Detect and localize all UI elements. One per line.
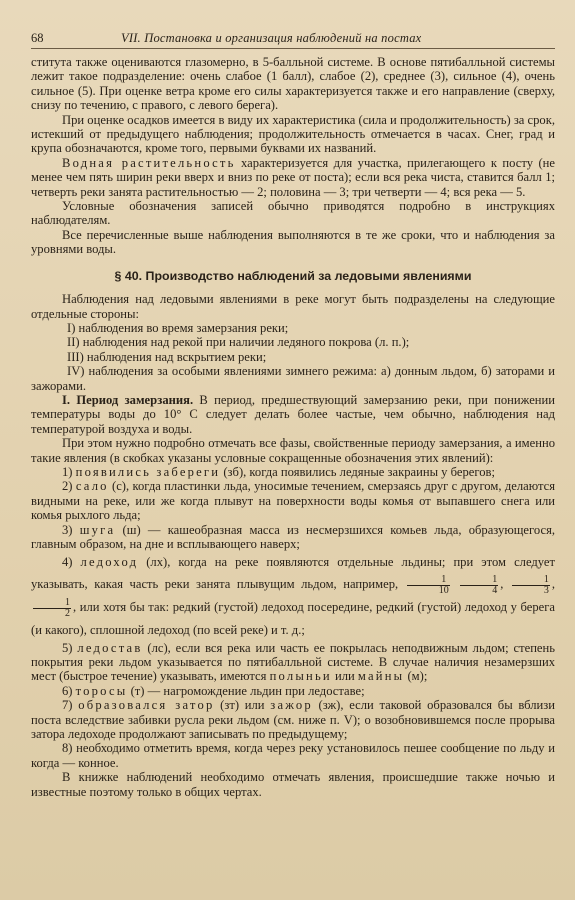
spaced-term: торосы — [75, 683, 128, 698]
paragraph: Все перечисленные выше наблюдения выполняются в те же сроки, что и наблюдения за уровнями воды. — [31, 227, 555, 257]
period-heading: I. Период замерзания. — [62, 392, 194, 407]
paragraph — [31, 156, 555, 199]
paragraph-text: (зб), когда появились ледяные закраины у берегов; — [220, 464, 495, 479]
fraction-numerator: 1 — [33, 598, 71, 609]
paragraph-text: (зж), если таковой образовался бы вблизи поста вследствие забивки русла реки льдом (см. ниже п. V); о возобновившемся после прорыва затора ледоходе продолжают записывать по предыдущему; — [31, 698, 556, 742]
chapter-title: VII. Постановка и организация наблюдений на постах — [121, 31, 422, 45]
item-number: 6) — [62, 683, 76, 698]
spaced-term: майны — [357, 669, 405, 684]
fraction-numerator: 1 — [460, 575, 498, 586]
paragraph: В книжке наблюдений необходимо отмечать явления, происшедшие также ночью и известные поэтому только в общих чертах. — [31, 770, 555, 799]
paragraph: При этом нужно подробно отмечать все фазы, свойственные периоду замерзания, а именно такие явления (в скобках указаны условные сокращенные обозначения этих явлений): — [31, 436, 555, 465]
item-number: 7) — [62, 698, 79, 713]
fraction — [407, 575, 450, 596]
list-item: IV) наблюдения за особыми явлениями зимнего режима: а) донным льдом, б) заторами и зажорами. — [31, 364, 555, 393]
list-item: I) наблюдения во время замерзания реки; — [67, 320, 289, 335]
spaced-term: появились забереги — [75, 464, 221, 479]
spaced-term: ледостав — [77, 640, 143, 655]
paragraph-text: (зт) или — [214, 698, 271, 713]
list-item: II) наблюдения над рекой при наличии ледяного покрова (л. п.); — [67, 335, 410, 350]
body-text — [31, 55, 555, 799]
item-number: 3) — [62, 522, 80, 537]
fraction — [512, 575, 550, 596]
paragraph — [31, 393, 555, 436]
spaced-term: Водная растительность — [62, 155, 236, 170]
fraction — [460, 575, 498, 596]
paragraph-text: (с), когда пластинки льда, уносимые течением, смерзаясь друг с другом, делаются видными на реке, или же когда плывут на поверхности воды комья от выпавшего снега или комья рыхлого льда; — [31, 479, 555, 523]
item-number: 1) — [62, 464, 76, 479]
item-number: 5) — [62, 640, 78, 655]
fraction-denominator: 4 — [492, 585, 498, 597]
paragraph-text: В период, предшествующий замерзанию реки, при понижении температуры воды до 10° С следует делать более частые, чем обычно, наблюдения над температурой воздуха и воды. — [31, 392, 556, 436]
paragraph: ститута также оцениваются глазомерно, в 5-балльной системе. В основе пятибалльной системы лежит такое подразделение: очень слабое (1 балл), слабое (2), среднее (3), сильное (4), очень сильное (5). При оценке ветра кроме его силы характеризуется также и его направление (сверху, снизу по течению, с правого, с левого берега). — [31, 55, 555, 113]
spaced-term: образовался затор — [78, 698, 215, 713]
fraction-denominator: 2 — [65, 607, 70, 619]
paragraph-text: (т) — нагромождение льдин при ледоставе; — [127, 683, 365, 698]
spaced-term: зажор — [270, 698, 313, 713]
list-item — [31, 465, 555, 479]
paragraph: Наблюдения над ледовыми явлениями в реке могут быть подразделены на следующие отдельные стороны: — [31, 292, 555, 321]
paragraph-text: (лх), когда на реке появляются отдельные льдины; при этом следует указывать, какая часть реки занята плывущим льдом, например, — [31, 555, 555, 592]
paragraph-text: характеризуется для участка, прилегающего к посту (не менее чем пять ширин реки вверх и вниз по реке от поста); если вся река чиста, ставится балл 1; четверть реки занята растительностью — 2; половина — 3; три четверти — 4; вся река — 5. — [31, 155, 555, 199]
spaced-term: полыньи — [269, 669, 332, 684]
fraction-numerator: 1 — [512, 575, 550, 586]
paragraph-text: или — [331, 669, 358, 684]
list-item — [31, 641, 555, 684]
spaced-term: сало — [75, 479, 109, 494]
list-item — [31, 479, 555, 522]
list-item: 8) необходимо отметить время, когда через реку установилось пешее сообщение по льду и когда — конное. — [31, 741, 555, 770]
fraction-denominator: 3 — [543, 585, 549, 597]
spaced-term: шуга — [79, 522, 116, 537]
section-heading: § 40. Производство наблюдений за ледовыми явлениями — [114, 268, 472, 283]
fraction — [33, 598, 71, 619]
fraction-denominator: 10 — [438, 585, 449, 597]
paragraph-text: (лс), если вся река или часть ее покрылась неподвижным льдом; степень покрытия реки льдом указывается по пятибалльной системе. В случае наличия незамерзших мест (быстрое течение) указывать, имеются — [31, 640, 556, 684]
spaced-term: ледоход — [80, 555, 139, 570]
fraction-numerator: 1 — [407, 575, 450, 586]
paragraph-text: , или хотя бы так: редкий (густой) ледоход посередине, редкий (густой) ледоход у берега (и какого), сплошной ледоход (по всей реке) и т. д.; — [31, 600, 555, 637]
running-head — [31, 31, 555, 49]
list-item — [31, 684, 555, 698]
paragraph: Условные обозначения записей обычно приводятся подробно в инструкциях наблюдателям. — [31, 199, 555, 228]
item-number: 4) — [62, 555, 81, 570]
list-item: 4) ледоход (лх), когда на реке появляются отдельные льдины; при этом следует указывать, какая часть реки занята плывущим льдом, например, $\frac{1}{10}$ $\frac{1}{4}$ , $\frac{1}{3}$ , $\frac{1}{2}$ , или хотя бы так: редкий (густой) ледоход посередине, редкий (густой) ледоход у берега (и какого), сплошной ледоход (по всей реке) и т. д.; — [31, 555, 556, 637]
item-number: 2) — [62, 479, 76, 494]
paragraph-text: (ш) — кашеобразная масса из несмерзшихся комьев льда, образующегося, главным образом, на дне и всплывающего наверх; — [31, 522, 556, 551]
list-item — [31, 523, 555, 552]
list-item: III) наблюдения над вскрытием реки; — [67, 349, 267, 364]
paragraph: При оценке осадков имеется в виду их характеристика (сила и продолжительность) за срок, истекший от предыдущего наблюдения; продолжительность отмечается в часах. Снег, град и крупа обозначаются, кроме того, первыми буквами их названий. — [31, 112, 555, 156]
page-number: 68 — [31, 31, 44, 45]
paragraph-text: (м); — [404, 669, 428, 684]
list-item — [31, 698, 555, 741]
